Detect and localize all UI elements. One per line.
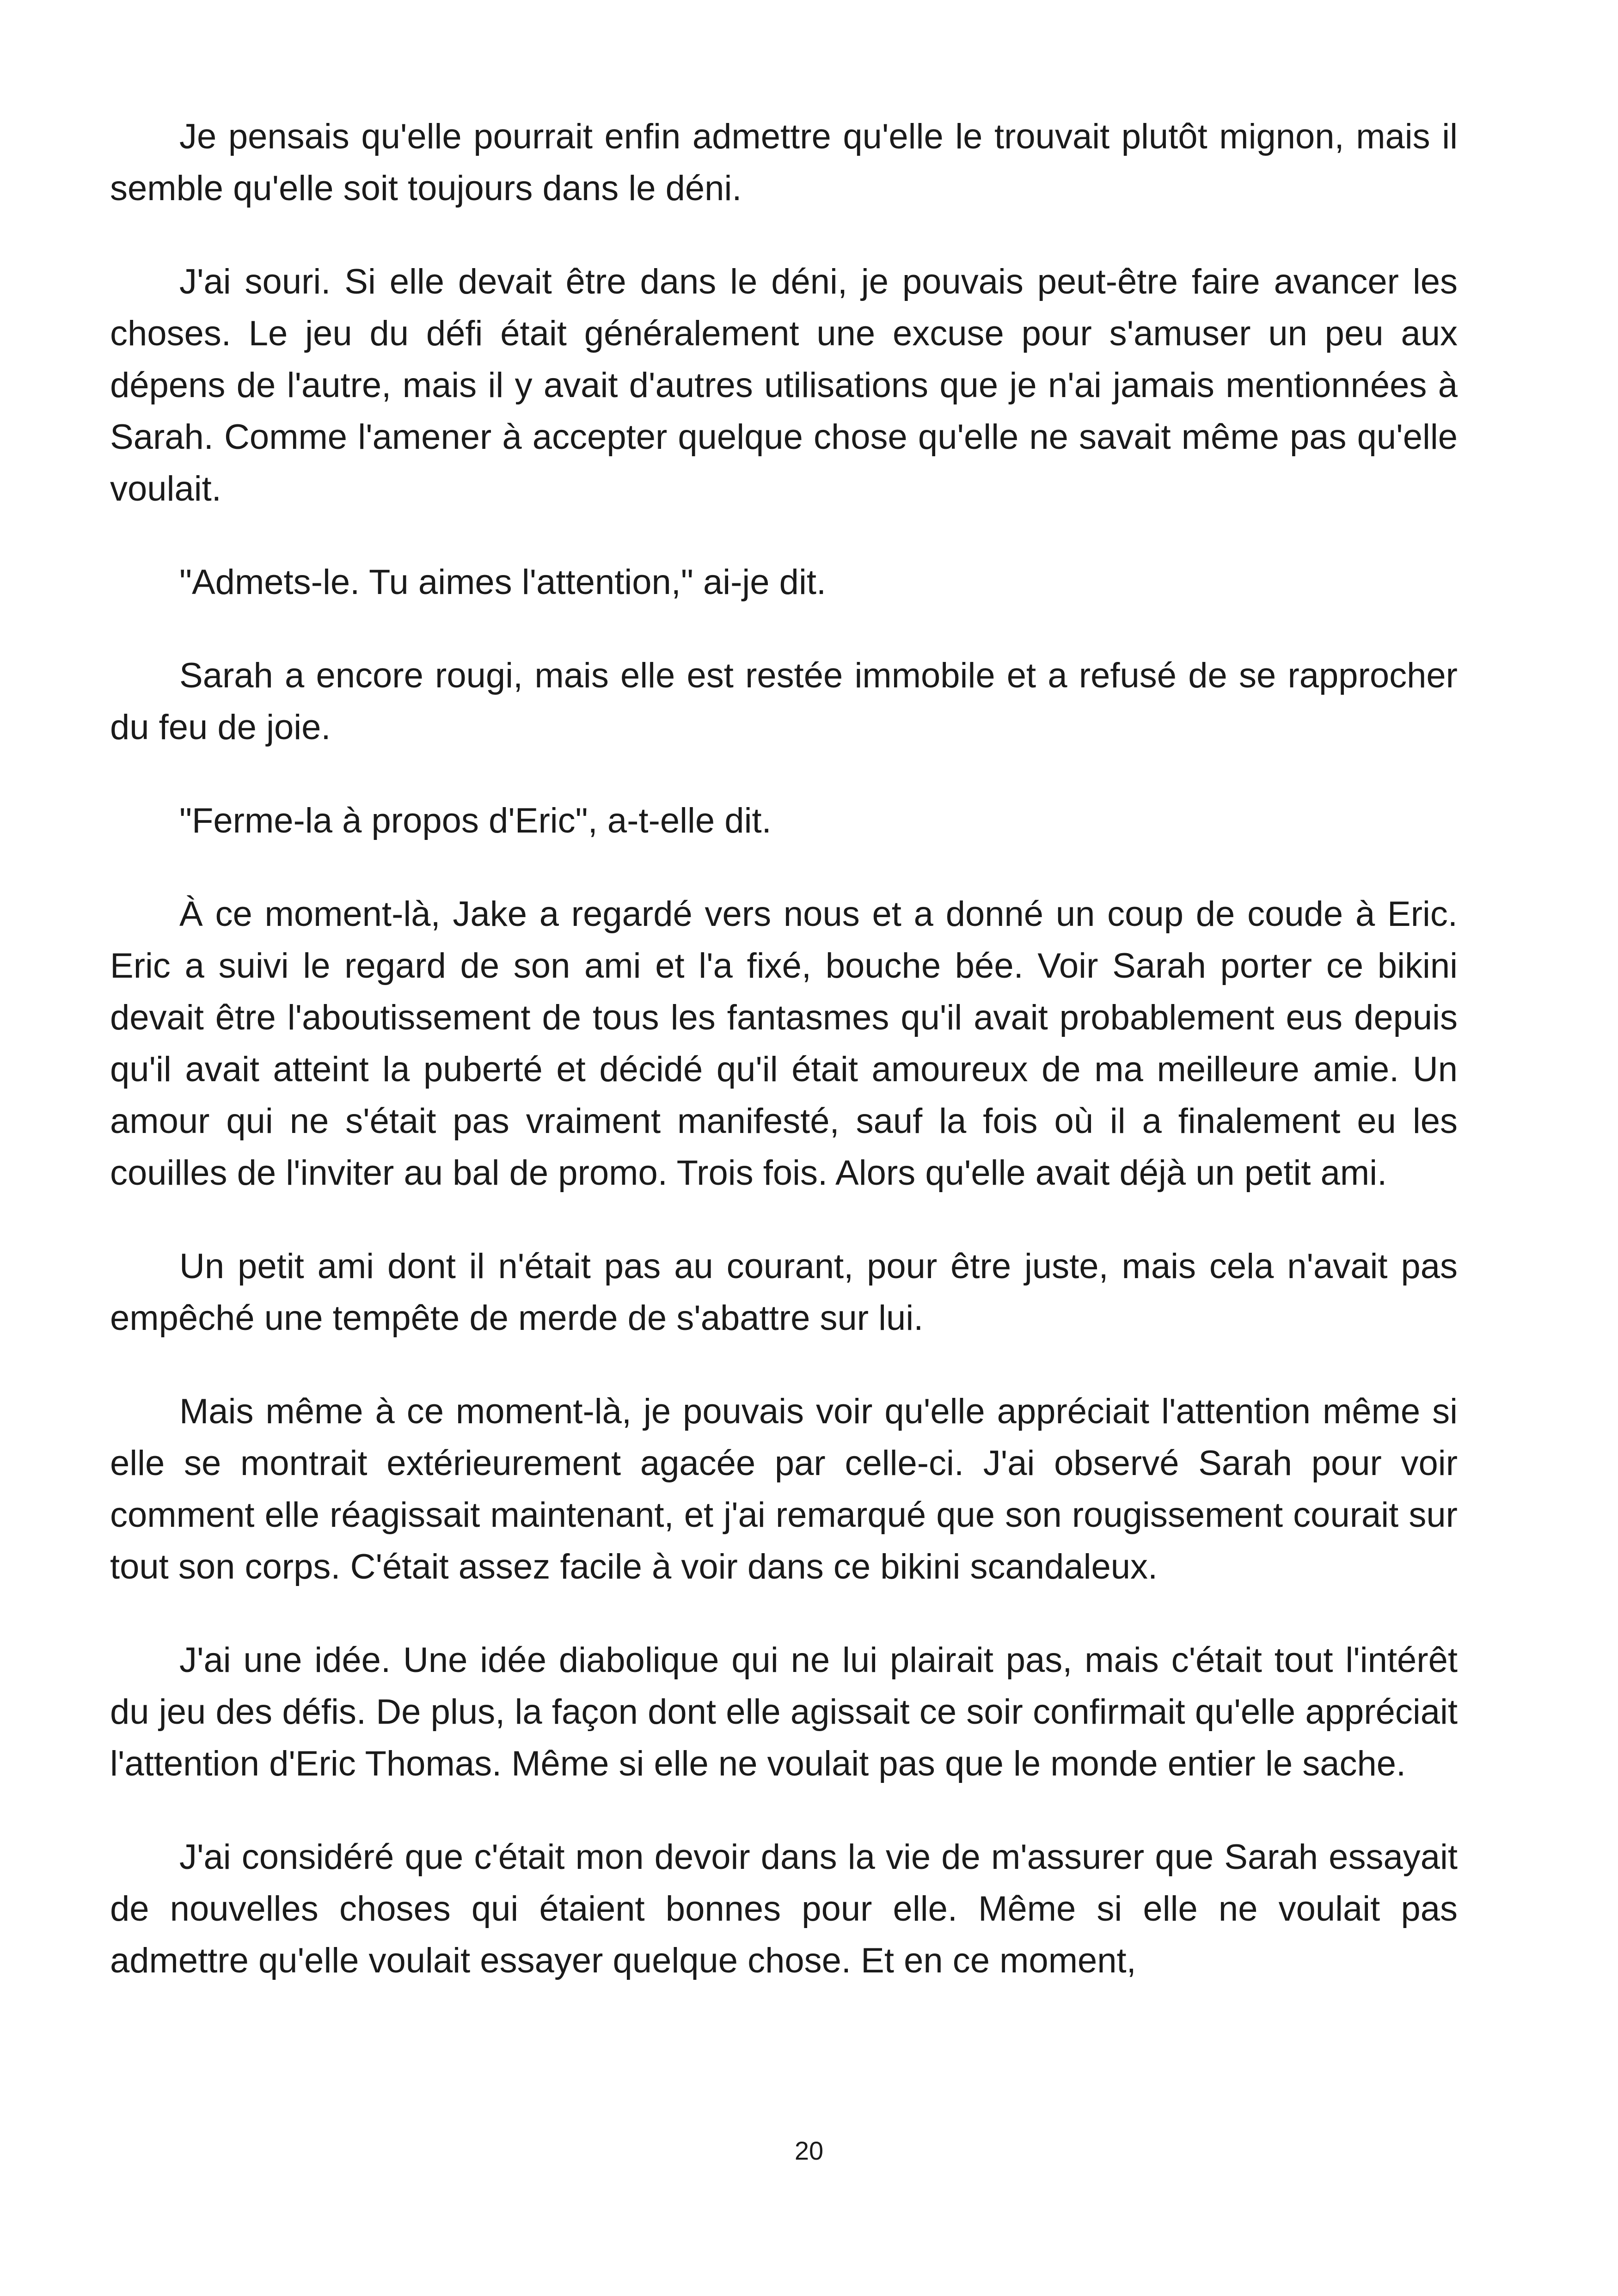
paragraph-3: "Admets-le. Tu aimes l'attention," ai-je dit. bbox=[179, 563, 827, 602]
paragraph-5: "Ferme-la à propos d'Eric", a-t-elle dit. bbox=[179, 801, 772, 840]
paragraph-7: Un petit ami dont il n'était pas au courant, pour être juste, mais cela n'avait pas empêché une tempête de merde de s'abattre sur lui. bbox=[110, 1247, 1458, 1338]
paragraph-4: Sarah a encore rougi, mais elle est restée immobile et a refusé de se rapprocher du feu de joie. bbox=[110, 656, 1458, 747]
paragraph-2: J'ai souri. Si elle devait être dans le déni, je pouvais peut-être faire avancer les choses. Le jeu du défi était généralement une excuse pour s'amuser un peu aux dépens de l'autre, mais il y avait d'autres utilisations que je n'ai jamais mentionnées à Sarah. Comme l'amener à accepter quelque chose qu'elle ne savait même pas qu'elle voulait. bbox=[110, 262, 1458, 508]
page-number: 20 bbox=[794, 2136, 824, 2165]
paragraph-8: Mais même à ce moment-là, je pouvais voir qu'elle appréciait l'attention même si elle se montrait extérieurement agacée par celle-ci. J'ai observé Sarah pour voir comment elle réagissait maintenant, et j'ai remarqué que son rougissement courait sur tout son corps. C'était assez facile à voir dans ce bikini scandaleux. bbox=[110, 1392, 1458, 1586]
paragraph-6: À ce moment-là, Jake a regardé vers nous et a donné un coup de coude à Eric. Eric a suivi le regard de son ami et l'a fixé, bouche bée. Voir Sarah porter ce bikini devait être l'aboutissement de tous les fantasmes qu'il avait probablement eus depuis qu'il avait atteint la puberté et décidé qu'il était amoureux de ma meilleure amie. Un amour qui ne s'était pas vraiment manifesté, sauf la fois où il a finalement eu les couilles de l'inviter au bal de promo. Trois fois. Alors qu'elle avait déjà un petit ami. bbox=[110, 894, 1458, 1193]
paragraph-10: J'ai considéré que c'était mon devoir dans la vie de m'assurer que Sarah essayait de nouvelles choses qui étaient bonnes pour elle. Même si elle ne voulait pas admettre qu'elle voulait essayer quelque chose. Et en ce moment, bbox=[110, 1837, 1458, 1980]
paragraph-1: Je pensais qu'elle pourrait enfin admettre qu'elle le trouvait plutôt mignon, mais il semble qu'elle soit toujours dans le déni. bbox=[110, 117, 1458, 208]
paragraph-9: J'ai une idée. Une idée diabolique qui ne lui plairait pas, mais c'était tout l'intérêt du jeu des défis. De plus, la façon dont elle agissait ce soir confirmait qu'elle appréciait l'attention d'Eric Thomas. Même si elle ne voulait pas que le monde entier le sache. bbox=[110, 1641, 1458, 1783]
body-text bbox=[110, 111, 1458, 1987]
